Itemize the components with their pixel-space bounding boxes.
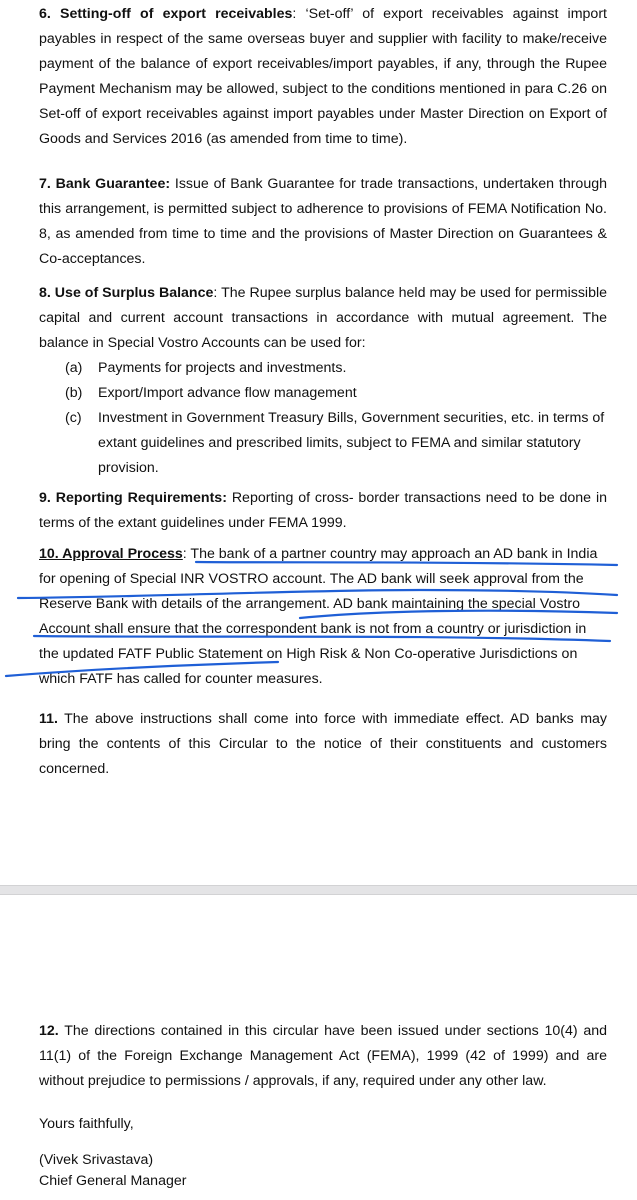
paragraph-12-text: The directions contained in this circular have been issued under sections 10(4) and 11(1) of the Foreign Exchange Management Act (FEMA), 1999 (42 of 1999) and are without prejudice to permissions / approvals, if any, required under any other law.	[39, 1023, 607, 1089]
signatory-title: Chief General Manager	[39, 1173, 187, 1189]
paragraph-6	[39, 2, 607, 152]
list-item-text: Export/Import advance flow management	[98, 385, 357, 401]
paragraph-7-text: Issue of Bank Guarantee for trade transactions, undertaken through this arrangement, is permitted subject to adherence to provisions of FEMA Notification No. 8, as amended from time to time and the provisions of Master Direction on Guarantees & Co-acceptances.	[39, 176, 607, 267]
paragraph-10-text: : The bank of a partner country may approach an AD bank in India	[182, 546, 598, 562]
paragraph-12	[39, 1019, 607, 1094]
list-marker: (a)	[65, 360, 83, 376]
list-marker: (b)	[65, 385, 83, 401]
paragraph-9-text: Reporting of cross- border transactions need to be done in terms of the extant guidelines under FEMA 1999.	[39, 490, 607, 531]
list-item-text: Investment in Government Treasury Bills, Government securities, etc. in terms of extant guidelines and prescribed limits, subject to FEMA and similar statutory provision.	[98, 410, 605, 476]
list-item-text: Payments for projects and investments.	[98, 360, 347, 376]
paragraph-6-text: ‘Set-off’ of export receivables against import payables in respect of the same overseas buyer and supplier with facility to make/receive payment of the balance of export receivables/import payables, if any, through the Rupee Payment Mechanism may be allowed, subject to the conditions mentioned in para C.26 on Set-off of export receivables against import payables under Master Direction on Export of Goods and Services 2016 (as amended from time to time).	[39, 6, 607, 147]
paragraph-10-line-1	[39, 542, 597, 567]
paragraph-8-heading: 8. Use of Surplus Balance	[39, 285, 214, 301]
paragraph-10-line-5: the updated FATF Public Statement on High Risk & Non Co-operative Jurisdictions on	[39, 646, 578, 662]
paragraph-11-heading: 11.	[39, 711, 58, 727]
paragraph-7-heading: 7. Bank Guarantee:	[39, 176, 171, 192]
paragraph-8	[39, 281, 607, 356]
paragraph-10-line-3: Reserve Bank with details of the arrangement. AD bank maintaining the special Vostro	[39, 596, 581, 612]
paragraph-12-heading: 12.	[39, 1023, 59, 1039]
paragraph-10-heading: 10. Approval Process	[39, 546, 183, 562]
paragraph-11-text: The above instructions shall come into force with immediate effect. AD banks may bring the contents of this Circular to the notice of their constituents and customers concerned.	[39, 711, 607, 777]
paragraph-6-separator: :	[292, 6, 306, 22]
list-item-a	[65, 356, 610, 381]
list-item-b	[65, 381, 610, 406]
list-marker: (c)	[65, 410, 82, 426]
paragraph-9-heading: 9. Reporting Requirements:	[39, 490, 227, 506]
signatory-name: (Vivek Srivastava)	[39, 1152, 154, 1168]
paragraph-10-line-2: for opening of Special INR VOSTRO account. The AD bank will seek approval from the	[39, 571, 584, 587]
paragraph-8-separator: :	[213, 285, 222, 301]
list-item-c	[65, 406, 610, 481]
closing-text: Yours faithfully,	[39, 1116, 134, 1132]
paragraph-7	[39, 172, 607, 272]
paragraph-6-heading: 6. Setting-off of export receivables	[39, 6, 293, 22]
paragraph-10-line-4: Account shall ensure that the correspondent bank is not from a country or jurisdiction in	[39, 621, 587, 637]
paragraph-8-text: The Rupee surplus balance held may be used for permissible capital and current account transactions in accordance with mutual agreement. The balance in Special Vostro Accounts can be used for:	[39, 285, 608, 351]
paragraph-11	[39, 707, 607, 782]
paragraph-10-line-6: which FATF has called for counter measures.	[39, 671, 323, 687]
paragraph-9	[39, 486, 607, 536]
page-separator	[0, 885, 637, 895]
